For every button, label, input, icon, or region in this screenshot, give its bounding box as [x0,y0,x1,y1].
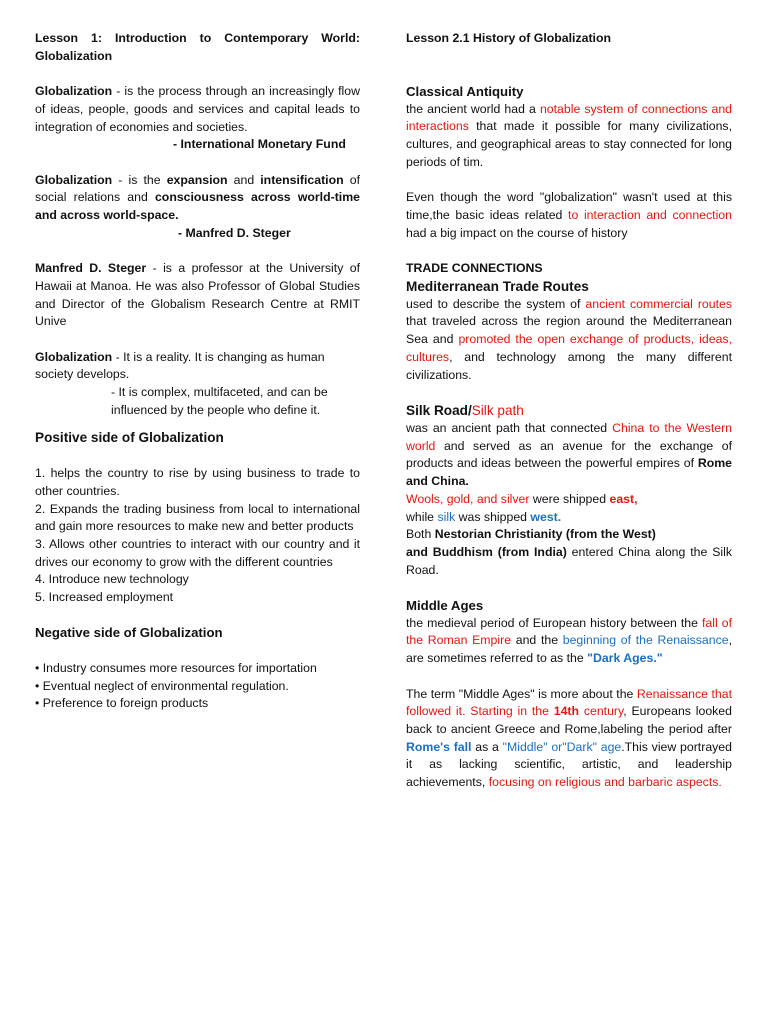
classical-paragraph-1: the ancient world had a notable system of connections and interactions that made it possible for many civilizations, cultures, and geographical areas to stay connected for long periods of tim. [406,101,733,169]
left-column [35,30,360,713]
source-imf: - International Monetary Fund [173,137,346,152]
right-column [406,30,732,792]
list-item: 5. Increased employment [35,590,174,605]
definition-imf: Globalization - is the process through an increasingly flow of ideas, people, goods and services and capital leads to integration of economies and societies. - International Monetary Fund [35,83,360,154]
list-item: 1. helps the country to rise by using business to trade to other countries. [35,466,360,498]
list-item: 2. Expands the trading business from local to international and gain more resources to make new and better products [35,501,360,534]
lesson-2-title: Lesson 2.1 History of Globalization [406,31,611,45]
term: Globalization [35,84,113,99]
trade-heading: TRADE CONNECTIONS [406,261,543,276]
trade-paragraph: used to describe the system of ancient commercial routes that traveled across the region around the Mediterranean Sea and promoted the open exchange of products, ideas, cultures, and technology among the many different civilizations. [406,296,732,382]
positive-list [35,465,360,607]
negative-heading: Negative side of Globalization [35,625,223,641]
middle-paragraph-2: The term "Middle Ages" is more about the Renaissance that followed it. Starting in the 14th century, Europeans looked back to ancient Greece and Rome,labeling the period after Rome's fall as a "Middle" or"Dark" age.This view portrayed it as lacking scientific, artistic, and leadership achievements, focusing on religious and barbaric aspects. [406,686,732,790]
negative-list [35,660,360,713]
list-item: • Eventual neglect of environmental regulation. [35,678,289,693]
classical-paragraph-2: Even though the word "globalization" wasn't used at this time,the basic ideas related to interaction and connection had a big impact on the course of history [406,190,732,240]
silk-paragraph-4: Both Nestorian Christianity (from the West) [406,527,656,542]
definition-reality: Globalization - It is a reality. It is changing as human society develops. - It is complex, multifaceted, and can be influenced by the people who define it. [35,349,328,417]
lesson-1-title: Lesson 1: Introduction to Contemporary World: Globalization [35,31,360,63]
list-item: 4. Introduce new technology [35,572,189,587]
silk-paragraph-2: Wools, gold, and silver were shipped east, [406,491,638,506]
definition-steger: Globalization - is the expansion and intensification of social relations and consciousness across world-time and across world-space. - Manfred D. Steger [35,172,360,243]
list-item: • Preference to foreign products [35,696,209,711]
trade-subheading: Mediterranean Trade Routes [406,278,589,294]
middle-ages-heading: Middle Ages [406,598,484,613]
silk-paragraph-5: and Buddhism (from India) entered China along the Silk Road. [406,544,733,577]
list-item: 3. Allows other countries to interact with our country and it drives our economy to grow with the different countries [35,536,360,569]
silk-paragraph-3: while silk was shipped west. [406,509,562,524]
middle-paragraph-1: the medieval period of European history between the fall of the Roman Empire and the beginning of the Renaissance, are sometimes referred to as the "Dark Ages." [406,615,732,666]
positive-heading: Positive side of Globalization [35,430,224,446]
source-steger: - Manfred D. Steger [178,225,291,240]
classical-heading: Classical Antiquity [406,84,524,100]
silk-paragraph-1: was an ancient path that connected China to the Western world and served as an avenue for the exchange of products and ideas between the powerful empires of Rome and China. [406,420,733,489]
steger-bio: Manfred D. Steger - is a professor at the University of Hawaii at Manoa. He was also Professor of Global Studies and Director of the Globalism Research Centre at RMIT Unive [35,261,360,329]
list-item: • Industry consumes more resources for importation [35,660,317,675]
silk-road-heading: Silk Road/Silk path [406,402,524,418]
